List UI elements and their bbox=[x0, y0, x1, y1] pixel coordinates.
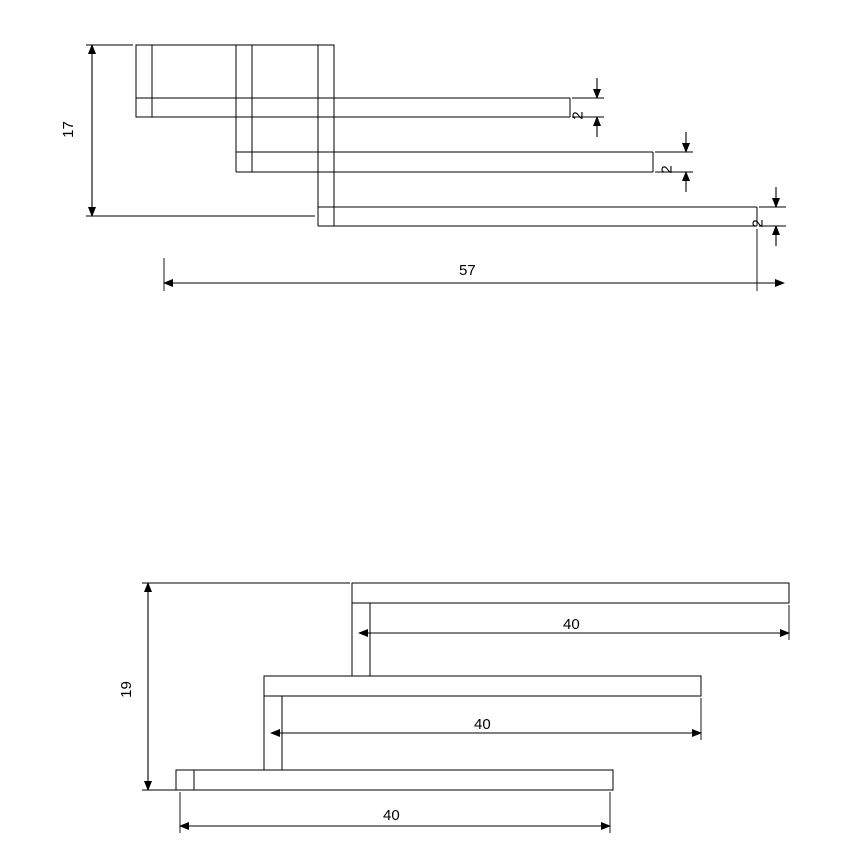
top-view-geometry bbox=[136, 45, 757, 226]
dim-text-height-17: 17 bbox=[59, 121, 77, 138]
dim-text-length-40-upper: 40 bbox=[563, 616, 580, 633]
dim-text-length-40-lower: 40 bbox=[383, 807, 400, 824]
dim-text-thickness-2-upper: 2 bbox=[569, 111, 587, 120]
top-view-dimensions bbox=[86, 45, 786, 291]
dim-text-length-40-middle: 40 bbox=[474, 716, 491, 733]
front-view-geometry bbox=[176, 583, 789, 790]
front-view-dimensions bbox=[142, 583, 789, 833]
dim-text-height-19: 19 bbox=[117, 681, 135, 698]
dim-text-thickness-2-middle: 2 bbox=[658, 165, 676, 174]
dim-text-thickness-2-lower: 2 bbox=[749, 219, 767, 228]
dim-text-length-57: 57 bbox=[459, 262, 476, 279]
